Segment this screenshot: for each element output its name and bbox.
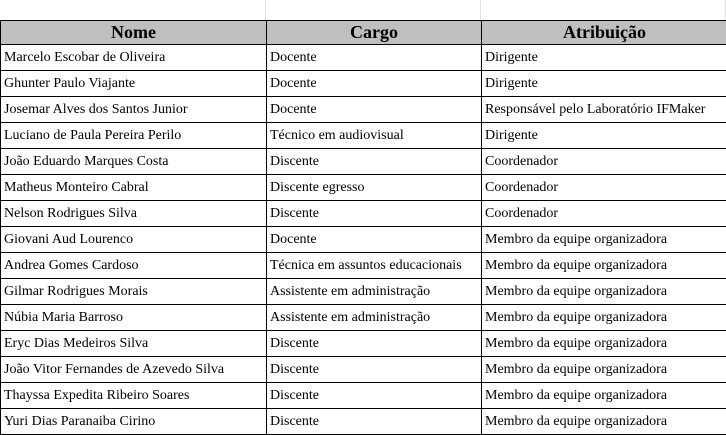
cell-cargo[interactable]: Docente — [267, 71, 482, 97]
empty-cell[interactable] — [0, 0, 266, 20]
cell-cargo[interactable]: Docente — [267, 45, 482, 71]
table-row — [1, 383, 726, 409]
cell-atribuicao[interactable]: Membro da equipe organizadora — [482, 383, 726, 409]
cell-nome[interactable]: João Vitor Fernandes de Azevedo Silva — [1, 357, 267, 383]
table-row — [1, 71, 726, 97]
members-table — [0, 20, 726, 435]
cell-cargo[interactable]: Discente — [267, 357, 482, 383]
table-row — [1, 357, 726, 383]
table-row — [1, 149, 726, 175]
empty-cell[interactable] — [481, 0, 726, 20]
cell-nome[interactable]: Josemar Alves dos Santos Junior — [1, 97, 267, 123]
cell-nome[interactable]: Ghunter Paulo Viajante — [1, 71, 267, 97]
cell-atribuicao[interactable]: Membro da equipe organizadora — [482, 227, 726, 253]
cell-atribuicao[interactable]: Membro da equipe organizadora — [482, 253, 726, 279]
table-row — [1, 175, 726, 201]
empty-grid-row — [0, 0, 726, 20]
table-row — [1, 331, 726, 357]
table-row — [1, 279, 726, 305]
cell-atribuicao[interactable]: Coordenador — [482, 201, 726, 227]
header-nome[interactable]: Nome — [1, 21, 267, 45]
cell-atribuicao[interactable]: Membro da equipe organizadora — [482, 409, 726, 435]
table-row — [1, 97, 726, 123]
cell-cargo[interactable]: Técnica em assuntos educacionais — [267, 253, 482, 279]
cell-cargo[interactable]: Docente — [267, 227, 482, 253]
table-row — [1, 201, 726, 227]
cell-nome[interactable]: Giovani Aud Lourenco — [1, 227, 267, 253]
cell-atribuicao[interactable]: Dirigente — [482, 71, 726, 97]
cell-atribuicao[interactable]: Membro da equipe organizadora — [482, 357, 726, 383]
cell-cargo[interactable]: Discente egresso — [267, 175, 482, 201]
table-row — [1, 123, 726, 149]
cell-nome[interactable]: Marcelo Escobar de Oliveira — [1, 45, 267, 71]
cell-atribuicao[interactable]: Dirigente — [482, 45, 726, 71]
cell-cargo[interactable]: Discente — [267, 149, 482, 175]
table-row — [1, 305, 726, 331]
header-cargo[interactable]: Cargo — [267, 21, 482, 45]
table-body — [1, 45, 726, 435]
cell-cargo[interactable]: Técnico em audiovisual — [267, 123, 482, 149]
cell-cargo[interactable]: Discente — [267, 409, 482, 435]
table-row — [1, 409, 726, 435]
cell-nome[interactable]: Yuri Dias Paranaiba Cirino — [1, 409, 267, 435]
cell-cargo[interactable]: Assistente em administração — [267, 305, 482, 331]
header-row — [1, 21, 726, 45]
cell-nome[interactable]: Gilmar Rodrigues Morais — [1, 279, 267, 305]
cell-nome[interactable]: Matheus Monteiro Cabral — [1, 175, 267, 201]
cell-nome[interactable]: Thayssa Expedita Ribeiro Soares — [1, 383, 267, 409]
cell-cargo[interactable]: Discente — [267, 383, 482, 409]
cell-nome[interactable]: Andrea Gomes Cardoso — [1, 253, 267, 279]
cell-cargo[interactable]: Discente — [267, 201, 482, 227]
cell-atribuicao[interactable]: Membro da equipe organizadora — [482, 305, 726, 331]
cell-atribuicao[interactable]: Responsável pelo Laboratório IFMaker — [482, 97, 726, 123]
cell-nome[interactable]: Luciano de Paula Pereira Perilo — [1, 123, 267, 149]
cell-nome[interactable]: João Eduardo Marques Costa — [1, 149, 267, 175]
cell-nome[interactable]: Eryc Dias Medeiros Silva — [1, 331, 267, 357]
cell-atribuicao[interactable]: Membro da equipe organizadora — [482, 331, 726, 357]
cell-atribuicao[interactable]: Coordenador — [482, 149, 726, 175]
table-row — [1, 45, 726, 71]
cell-cargo[interactable]: Docente — [267, 97, 482, 123]
empty-cell[interactable] — [266, 0, 481, 20]
cell-atribuicao[interactable]: Membro da equipe organizadora — [482, 279, 726, 305]
header-atribuicao[interactable]: Atribuição — [482, 21, 726, 45]
cell-cargo[interactable]: Discente — [267, 331, 482, 357]
cell-nome[interactable]: Núbia Maria Barroso — [1, 305, 267, 331]
cell-cargo[interactable]: Assistente em administração — [267, 279, 482, 305]
cell-atribuicao[interactable]: Coordenador — [482, 175, 726, 201]
table-row — [1, 227, 726, 253]
cell-nome[interactable]: Nelson Rodrigues Silva — [1, 201, 267, 227]
cell-atribuicao[interactable]: Dirigente — [482, 123, 726, 149]
table-row — [1, 253, 726, 279]
